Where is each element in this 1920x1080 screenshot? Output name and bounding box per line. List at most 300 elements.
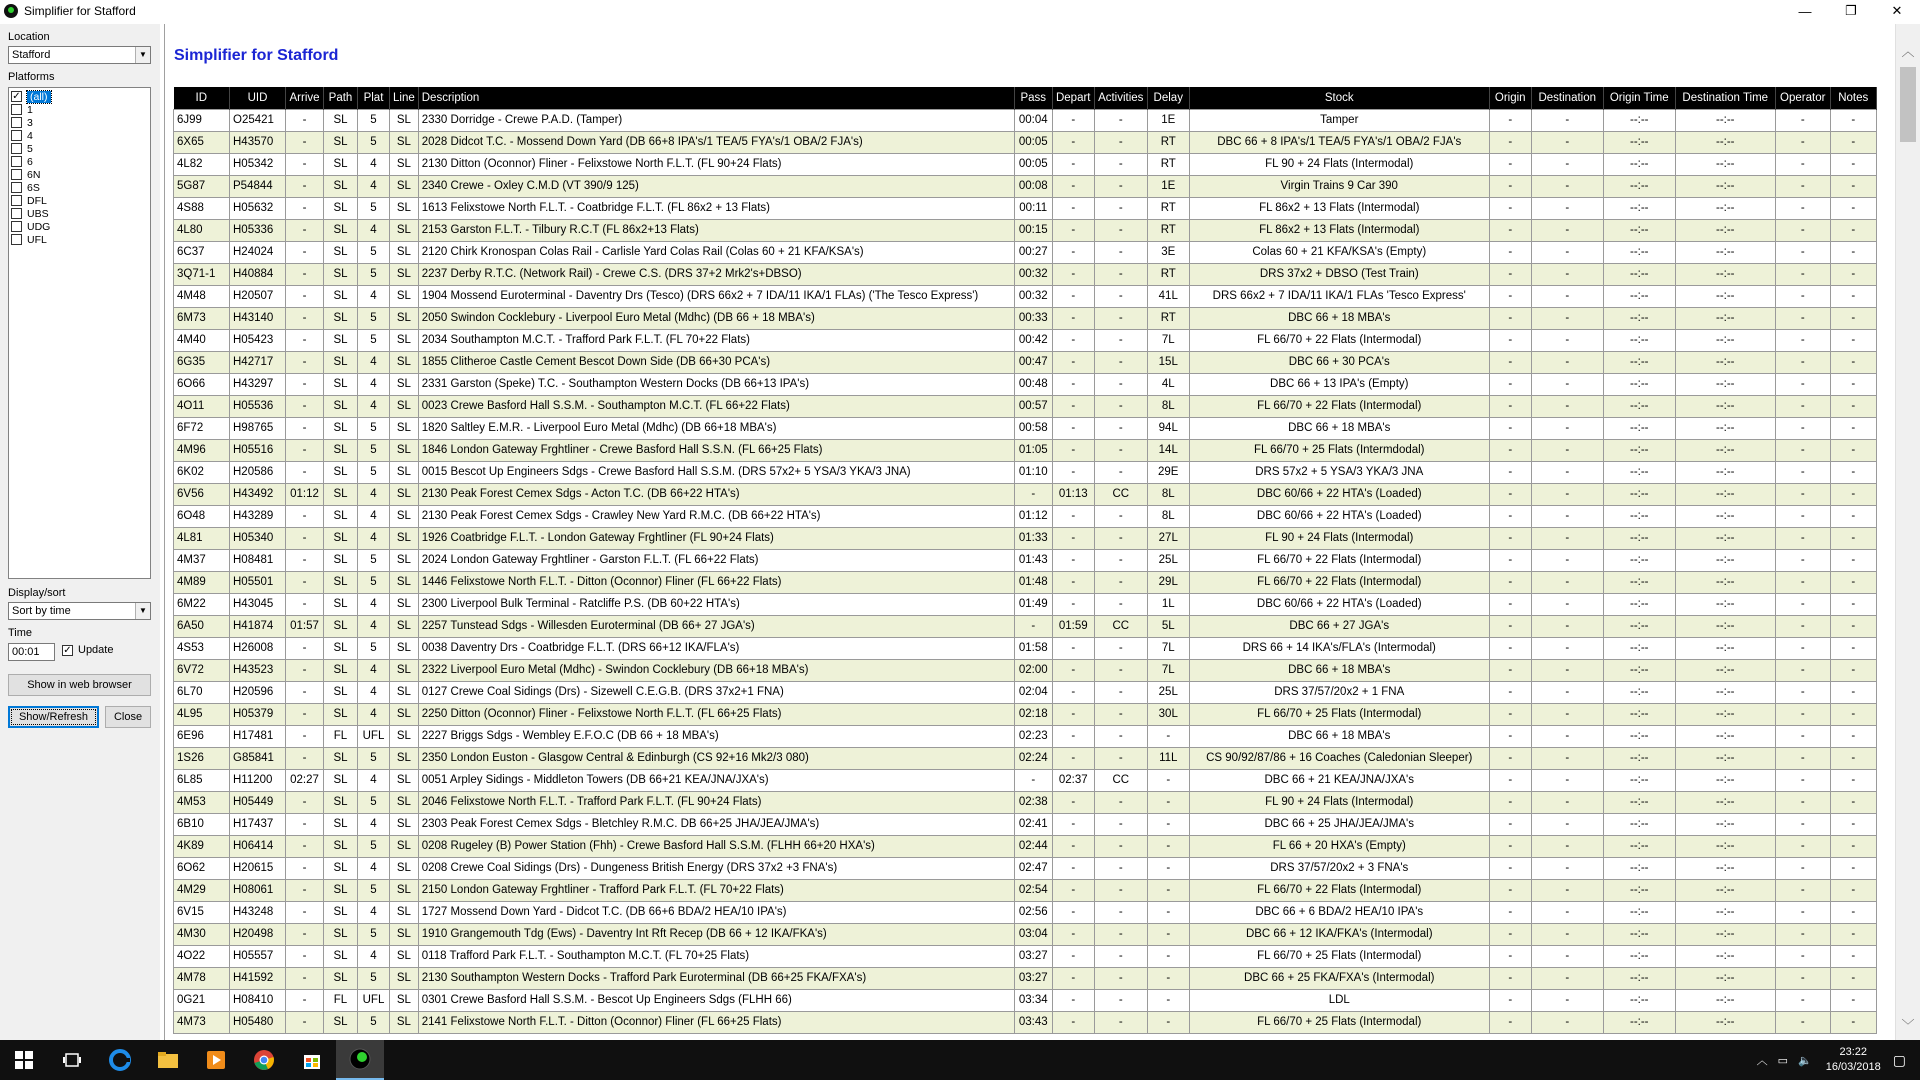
table-row[interactable] <box>174 109 1877 131</box>
table-cell: - <box>1775 1011 1830 1033</box>
table-cell: 02:23 <box>1014 725 1052 747</box>
media-app-icon[interactable] <box>192 1040 240 1080</box>
table-cell: 0015 Bescot Up Engineers Sdgs - Crewe Basford Hall S.S.M. (DRS 57x2+ 5 YSA/3 YKA/3 JNA) <box>418 461 1014 483</box>
table-row[interactable] <box>174 241 1877 263</box>
table-cell: - <box>1775 747 1830 769</box>
table-cell: 5 <box>358 791 390 813</box>
table-cell: - <box>286 439 324 461</box>
table-cell: - <box>1775 901 1830 923</box>
table-cell: --:-- <box>1675 153 1775 175</box>
platform-item[interactable] <box>11 207 148 220</box>
table-cell: - <box>1830 813 1876 835</box>
table-cell: 02:27 <box>286 769 324 791</box>
column-header[interactable]: Destination <box>1531 87 1603 109</box>
table-cell: --:-- <box>1603 901 1675 923</box>
table-cell: 4M40 <box>174 329 230 351</box>
platform-checkbox[interactable] <box>11 117 22 128</box>
table-cell: SL <box>390 813 419 835</box>
table-cell: 6J99 <box>174 109 230 131</box>
table-cell: SL <box>390 219 419 241</box>
table-row[interactable] <box>174 329 1877 351</box>
platform-checkbox[interactable]: ✓ <box>12 91 21 102</box>
table-row[interactable] <box>174 967 1877 989</box>
table-cell: Tamper <box>1189 109 1489 131</box>
table-cell: - <box>1489 879 1531 901</box>
table-cell: - <box>1052 351 1094 373</box>
table-cell: - <box>1775 439 1830 461</box>
table-cell: 5L <box>1147 615 1189 637</box>
table-row[interactable] <box>174 615 1877 637</box>
table-cell: - <box>1489 527 1531 549</box>
table-cell: RT <box>1147 263 1189 285</box>
table-cell: SL <box>324 175 358 197</box>
table-row[interactable] <box>174 901 1877 923</box>
column-header[interactable]: ID <box>174 87 230 109</box>
table-cell: H05342 <box>230 153 286 175</box>
close-button[interactable]: Close <box>105 706 151 728</box>
table-cell: 4M78 <box>174 967 230 989</box>
table-cell: H20586 <box>230 461 286 483</box>
table-cell: --:-- <box>1603 879 1675 901</box>
table-cell: - <box>1094 813 1147 835</box>
table-cell: SL <box>324 703 358 725</box>
table-cell: - <box>1775 593 1830 615</box>
show-refresh-button[interactable]: Show/Refresh <box>8 706 99 728</box>
table-cell: - <box>286 373 324 395</box>
chrome-icon[interactable] <box>240 1040 288 1080</box>
table-cell: 2050 Swindon Cocklebury - Liverpool Euro Metal (Mdhc) (DB 66 + 18 MBA's) <box>418 307 1014 329</box>
table-cell: - <box>1775 373 1830 395</box>
table-cell: - <box>1094 417 1147 439</box>
table-row[interactable] <box>174 153 1877 175</box>
table-cell: DBC 60/66 + 22 HTA's (Loaded) <box>1189 483 1489 505</box>
platform-checkbox[interactable] <box>11 169 22 180</box>
column-header[interactable]: Arrive <box>286 87 324 109</box>
table-row[interactable] <box>174 439 1877 461</box>
table-row[interactable] <box>174 461 1877 483</box>
table-cell: - <box>1052 461 1094 483</box>
column-header[interactable]: Line <box>390 87 419 109</box>
table-cell: SL <box>324 197 358 219</box>
table-cell: --:-- <box>1603 175 1675 197</box>
platform-label: 1 <box>27 103 33 116</box>
table-cell: H08061 <box>230 879 286 901</box>
table-cell: - <box>1147 901 1189 923</box>
edge-browser-icon[interactable] <box>96 1040 144 1080</box>
platform-checkbox[interactable] <box>11 208 22 219</box>
table-row[interactable] <box>174 263 1877 285</box>
platform-item[interactable] <box>11 142 148 155</box>
platform-item[interactable] <box>11 233 148 246</box>
table-cell: H17481 <box>230 725 286 747</box>
platform-checkbox[interactable] <box>11 221 22 232</box>
clock[interactable] <box>1826 1045 1881 1075</box>
column-header[interactable]: Depart <box>1052 87 1094 109</box>
column-header[interactable]: Pass <box>1014 87 1052 109</box>
table-cell: - <box>1775 725 1830 747</box>
checkmark-icon[interactable]: ✓ <box>63 644 72 656</box>
table-row[interactable] <box>174 483 1877 505</box>
close-window-button[interactable]: ✕ <box>1891 3 1903 18</box>
table-cell: - <box>1094 967 1147 989</box>
display-sort-select[interactable] <box>8 602 151 620</box>
table-cell: - <box>1052 593 1094 615</box>
platforms-list[interactable] <box>8 87 151 579</box>
table-cell: --:-- <box>1675 439 1775 461</box>
table-cell: - <box>1052 813 1094 835</box>
table-row[interactable] <box>174 659 1877 681</box>
windows-start-icon[interactable] <box>0 1040 48 1080</box>
platform-checkbox[interactable] <box>11 195 22 206</box>
table-cell: - <box>1052 857 1094 879</box>
table-cell: - <box>1775 835 1830 857</box>
table-cell: SL <box>390 373 419 395</box>
platform-item[interactable] <box>11 194 148 207</box>
platform-checkbox[interactable] <box>11 234 22 245</box>
table-cell: --:-- <box>1603 989 1675 1011</box>
column-header[interactable]: Activities <box>1094 87 1147 109</box>
table-cell: --:-- <box>1675 219 1775 241</box>
table-cell: - <box>1489 197 1531 219</box>
column-header[interactable]: Operator <box>1775 87 1830 109</box>
table-cell: SL <box>390 681 419 703</box>
display-sort-value: Sort by time <box>12 605 71 617</box>
table-cell: H05423 <box>230 329 286 351</box>
table-cell: - <box>1489 307 1531 329</box>
table-row[interactable] <box>174 681 1877 703</box>
table-row[interactable] <box>174 791 1877 813</box>
table-cell: RT <box>1147 131 1189 153</box>
table-cell: SL <box>390 791 419 813</box>
platform-item[interactable] <box>11 220 148 233</box>
table-row[interactable] <box>174 813 1877 835</box>
table-cell: - <box>1489 329 1531 351</box>
show-in-web-browser-button[interactable]: Show in web browser <box>8 674 151 696</box>
vertical-scrollbar[interactable] <box>1895 24 1920 1040</box>
table-cell: - <box>1094 395 1147 417</box>
platform-item[interactable] <box>11 155 148 168</box>
table-cell: - <box>1052 175 1094 197</box>
table-cell: SL <box>390 395 419 417</box>
table-row[interactable] <box>174 945 1877 967</box>
table-cell: - <box>1775 351 1830 373</box>
table-cell: --:-- <box>1603 835 1675 857</box>
table-cell: H05340 <box>230 527 286 549</box>
platform-label: 6N <box>27 168 41 181</box>
table-cell: - <box>1052 307 1094 329</box>
table-cell: 02:04 <box>1014 681 1052 703</box>
table-cell: - <box>1531 1011 1603 1033</box>
table-cell: CC <box>1094 615 1147 637</box>
table-cell: DBC 66 + 18 MBA's <box>1189 307 1489 329</box>
table-cell: --:-- <box>1603 153 1675 175</box>
table-cell: - <box>1094 307 1147 329</box>
simplifier-app-icon[interactable] <box>336 1040 384 1080</box>
scroll-thumb[interactable] <box>1900 67 1916 142</box>
table-cell: - <box>1052 549 1094 571</box>
table-cell: 03:43 <box>1014 1011 1052 1033</box>
table-cell: - <box>1147 923 1189 945</box>
table-cell: - <box>1775 549 1830 571</box>
platform-checkbox[interactable] <box>11 104 22 115</box>
table-cell: 1855 Clitheroe Castle Cement Bescot Down Side (DB 66+30 PCA's) <box>418 351 1014 373</box>
table-row[interactable] <box>174 549 1877 571</box>
table-cell: 6G35 <box>174 351 230 373</box>
table-cell: 5 <box>358 417 390 439</box>
table-row[interactable] <box>174 373 1877 395</box>
table-cell: - <box>286 901 324 923</box>
table-row[interactable] <box>174 835 1877 857</box>
table-cell: H05480 <box>230 1011 286 1033</box>
table-cell: --:-- <box>1675 725 1775 747</box>
platform-checkbox[interactable] <box>11 182 22 193</box>
platform-label: UFL <box>27 233 47 246</box>
minimize-button[interactable]: — <box>1798 3 1812 19</box>
table-cell: - <box>286 1011 324 1033</box>
table-cell: 4L81 <box>174 527 230 549</box>
table-cell: - <box>1775 879 1830 901</box>
table-cell: 6V15 <box>174 901 230 923</box>
table-cell: SL <box>390 307 419 329</box>
table-cell: SL <box>390 659 419 681</box>
table-cell: 6O48 <box>174 505 230 527</box>
table-row[interactable] <box>174 307 1877 329</box>
table-cell: - <box>1489 725 1531 747</box>
table-cell: --:-- <box>1603 813 1675 835</box>
column-header[interactable]: Delay <box>1147 87 1189 109</box>
table-cell: 4 <box>358 857 390 879</box>
table-cell: DBC 66 + 27 JGA's <box>1189 615 1489 637</box>
table-cell: --:-- <box>1675 835 1775 857</box>
scroll-down-icon[interactable]: ﹀ <box>1901 1018 1915 1033</box>
volume-icon[interactable]: 🔈 <box>1798 1054 1812 1067</box>
platform-checkbox[interactable] <box>11 143 22 154</box>
table-cell: 41L <box>1147 285 1189 307</box>
table-cell: 2350 London Euston - Glasgow Central & Edinburgh (CS 92+16 Mk2/3 080) <box>418 747 1014 769</box>
table-cell: SL <box>324 571 358 593</box>
table-row[interactable] <box>174 703 1877 725</box>
table-cell: SL <box>324 373 358 395</box>
table-row[interactable] <box>174 351 1877 373</box>
table-cell: - <box>1531 945 1603 967</box>
column-header[interactable]: Origin <box>1489 87 1531 109</box>
table-row[interactable] <box>174 725 1877 747</box>
table-cell: - <box>1489 835 1531 857</box>
table-cell: - <box>1531 791 1603 813</box>
table-cell: --:-- <box>1603 725 1675 747</box>
table-cell: - <box>1014 483 1052 505</box>
notifications-icon[interactable]: ▢ <box>1892 1051 1906 1068</box>
table-row[interactable] <box>174 747 1877 769</box>
column-header[interactable]: Stock <box>1189 87 1489 109</box>
table-cell: - <box>1052 571 1094 593</box>
file-explorer-icon[interactable] <box>144 1040 192 1080</box>
table-cell: 4 <box>358 395 390 417</box>
table-row[interactable] <box>174 417 1877 439</box>
table-cell: --:-- <box>1603 329 1675 351</box>
table-row[interactable] <box>174 923 1877 945</box>
table-cell: --:-- <box>1603 549 1675 571</box>
update-checkbox[interactable] <box>62 644 113 656</box>
table-cell: - <box>1531 703 1603 725</box>
column-header[interactable]: Destination Time <box>1675 87 1775 109</box>
table-row[interactable] <box>174 527 1877 549</box>
table-cell: 1E <box>1147 109 1189 131</box>
table-cell: - <box>1052 901 1094 923</box>
table-cell: SL <box>324 747 358 769</box>
platform-item[interactable] <box>11 129 148 142</box>
table-cell: 4O11 <box>174 395 230 417</box>
chevron-down-icon[interactable]: ▼ <box>135 47 150 63</box>
table-cell: --:-- <box>1603 109 1675 131</box>
table-cell: 00:05 <box>1014 153 1052 175</box>
table-cell: - <box>1531 989 1603 1011</box>
table-cell: --:-- <box>1675 769 1775 791</box>
table-row[interactable] <box>174 637 1877 659</box>
table-cell: FL 90 + 24 Flats (Intermodal) <box>1189 527 1489 549</box>
table-cell: SL <box>390 549 419 571</box>
table-row[interactable] <box>174 395 1877 417</box>
table-cell: - <box>1531 219 1603 241</box>
table-cell: - <box>1830 1011 1876 1033</box>
table-cell: --:-- <box>1675 241 1775 263</box>
task-view-icon[interactable] <box>48 1040 96 1080</box>
table-cell: - <box>1052 681 1094 703</box>
table-row[interactable] <box>174 505 1877 527</box>
table-row[interactable] <box>174 197 1877 219</box>
table-cell: SL <box>324 351 358 373</box>
column-header[interactable]: Origin Time <box>1603 87 1675 109</box>
table-row[interactable] <box>174 219 1877 241</box>
table-row[interactable] <box>174 769 1877 791</box>
left-panel <box>0 24 160 1040</box>
table-cell: - <box>1147 945 1189 967</box>
main-content <box>164 24 1895 1040</box>
table-cell: 4M89 <box>174 571 230 593</box>
table-cell: FL 66/70 + 22 Flats (Intermodal) <box>1189 395 1489 417</box>
table-cell: --:-- <box>1675 879 1775 901</box>
table-row[interactable] <box>174 571 1877 593</box>
table-cell: SL <box>324 945 358 967</box>
table-cell: - <box>1531 197 1603 219</box>
table-cell: SL <box>390 747 419 769</box>
table-cell: 5 <box>358 439 390 461</box>
table-cell: 2130 Southampton Western Docks - Trafford Park Euroterminal (DB 66+25 FKA/FXA's) <box>418 967 1014 989</box>
table-cell: 5 <box>358 967 390 989</box>
platform-item[interactable] <box>11 181 148 194</box>
table-cell: - <box>1014 615 1052 637</box>
table-cell: - <box>1775 659 1830 681</box>
location-select[interactable] <box>8 46 151 64</box>
table-cell: 2303 Peak Forest Cemex Sdgs - Bletchley R.M.C. DB 66+25 JHA/JEA/JMA's) <box>418 813 1014 835</box>
table-row[interactable] <box>174 1011 1877 1033</box>
store-icon[interactable] <box>288 1040 336 1080</box>
table-cell: 5 <box>358 241 390 263</box>
table-cell: DBC 66 + 30 PCA's <box>1189 351 1489 373</box>
table-cell: --:-- <box>1675 285 1775 307</box>
table-cell: FL 66/70 + 22 Flats (Intermodal) <box>1189 879 1489 901</box>
platform-checkbox[interactable] <box>11 156 22 167</box>
table-cell: - <box>286 527 324 549</box>
table-cell: DRS 66 + 14 IKA's/FLA's (Intermodal) <box>1189 637 1489 659</box>
table-cell: - <box>286 967 324 989</box>
table-cell: - <box>1775 989 1830 1011</box>
table-cell: 29E <box>1147 461 1189 483</box>
table-cell: SL <box>324 307 358 329</box>
table-cell: 3Q71-1 <box>174 263 230 285</box>
table-cell: SL <box>324 263 358 285</box>
table-cell: H43570 <box>230 131 286 153</box>
table-cell: 00:15 <box>1014 219 1052 241</box>
table-cell: - <box>1489 945 1531 967</box>
table-cell: SL <box>324 681 358 703</box>
table-cell: SL <box>390 461 419 483</box>
table-cell: - <box>1147 813 1189 835</box>
table-cell: --:-- <box>1603 351 1675 373</box>
table-cell: --:-- <box>1603 593 1675 615</box>
scroll-up-icon[interactable]: ︿ <box>1901 44 1915 59</box>
table-cell: - <box>1531 615 1603 637</box>
table-row[interactable] <box>174 593 1877 615</box>
column-header[interactable]: Plat <box>358 87 390 109</box>
network-icon[interactable]: ▭ <box>1777 1054 1788 1067</box>
table-cell: H43289 <box>230 505 286 527</box>
table-cell: 4 <box>358 351 390 373</box>
table-cell: - <box>1830 439 1876 461</box>
table-cell: 6L85 <box>174 769 230 791</box>
platform-item[interactable] <box>11 168 148 181</box>
column-header[interactable]: Path <box>324 87 358 109</box>
chevron-down-icon[interactable]: ▼ <box>135 603 150 619</box>
chevron-up-icon[interactable]: ︿ <box>1756 1055 1768 1067</box>
column-header[interactable]: Notes <box>1830 87 1876 109</box>
table-cell: - <box>286 329 324 351</box>
table-cell: RT <box>1147 153 1189 175</box>
column-header[interactable]: Description <box>418 87 1014 109</box>
table-row[interactable] <box>174 989 1877 1011</box>
platform-checkbox[interactable] <box>11 130 22 141</box>
table-row[interactable] <box>174 879 1877 901</box>
table-cell: - <box>1094 329 1147 351</box>
table-cell: - <box>1830 681 1876 703</box>
table-row[interactable] <box>174 857 1877 879</box>
taskbar <box>0 1040 1920 1080</box>
table-cell: H43492 <box>230 483 286 505</box>
table-row[interactable] <box>174 285 1877 307</box>
table-cell: --:-- <box>1675 505 1775 527</box>
table-cell: 6C37 <box>174 241 230 263</box>
table-cell: 0127 Crewe Coal Sidings (Drs) - Sizewell C.E.G.B. (DRS 37x2+1 FNA) <box>418 681 1014 703</box>
table-cell: 0301 Crewe Basford Hall S.S.M. - Bescot Up Engineers Sdgs (FLHH 66) <box>418 989 1014 1011</box>
table-cell: 2130 Peak Forest Cemex Sdgs - Crawley New Yard R.M.C. (DB 66+22 HTA's) <box>418 505 1014 527</box>
table-cell: - <box>1489 967 1531 989</box>
column-header[interactable]: UID <box>230 87 286 109</box>
platform-item[interactable] <box>11 103 148 116</box>
table-cell: --:-- <box>1675 747 1775 769</box>
table-row[interactable] <box>174 131 1877 153</box>
table-cell: H05557 <box>230 945 286 967</box>
table-cell: 5 <box>358 1011 390 1033</box>
time-input[interactable]: 00:01 <box>8 643 55 661</box>
platform-item[interactable] <box>11 90 148 103</box>
maximize-button[interactable]: ❐ <box>1845 3 1857 18</box>
table-cell: - <box>1052 439 1094 461</box>
platform-label: 3 <box>27 116 33 129</box>
table-row[interactable] <box>174 175 1877 197</box>
platform-item[interactable] <box>11 116 148 129</box>
table-cell: - <box>1147 769 1189 791</box>
table-cell: SL <box>324 219 358 241</box>
